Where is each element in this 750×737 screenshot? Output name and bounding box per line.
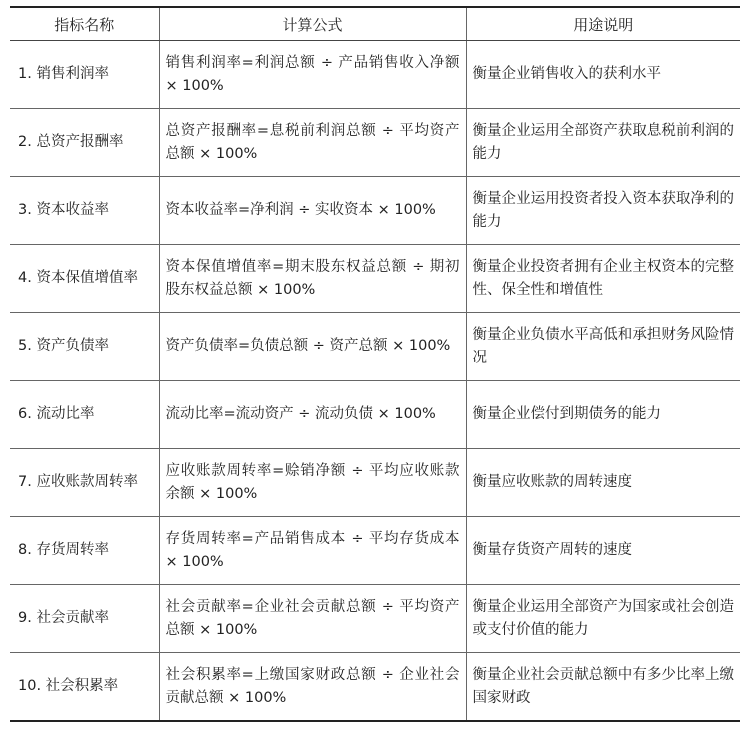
usage-cell: 衡量企业运用投资者投入资本获取净利的能力 <box>466 177 740 245</box>
usage-cell: 衡量企业运用全部资产获取息税前利润的能力 <box>466 109 740 177</box>
formula-cell: 社会贡献率=企业社会贡献总额 ÷ 平均资产总额 × 100% <box>159 585 466 653</box>
table-row <box>10 245 740 313</box>
table-row <box>10 109 740 177</box>
header-formula: 计算公式 <box>159 7 466 41</box>
table-row <box>10 449 740 517</box>
usage-cell: 衡量企业销售收入的获利水平 <box>466 41 740 109</box>
formula-cell: 存货周转率=产品销售成本 ÷ 平均存货成本 × 100% <box>159 517 466 585</box>
usage-cell: 衡量企业偿付到期债务的能力 <box>466 381 740 449</box>
formula-cell: 流动比率=流动资产 ÷ 流动负债 × 100% <box>159 381 466 449</box>
header-usage: 用途说明 <box>466 7 740 41</box>
indicator-name-cell: 9. 社会贡献率 <box>10 585 159 653</box>
table-row <box>10 313 740 381</box>
table-row <box>10 177 740 245</box>
indicator-name-cell: 8. 存货周转率 <box>10 517 159 585</box>
header-indicator-name: 指标名称 <box>10 7 159 41</box>
table-row <box>10 653 740 722</box>
indicator-name-cell: 1. 销售利润率 <box>10 41 159 109</box>
table-row <box>10 381 740 449</box>
usage-cell: 衡量企业投资者拥有企业主权资本的完整性、保全性和增值性 <box>466 245 740 313</box>
table-row <box>10 41 740 109</box>
formula-cell: 资本保值增值率=期末股东权益总额 ÷ 期初股东权益总额 × 100% <box>159 245 466 313</box>
indicator-table <box>10 6 740 722</box>
formula-cell: 应收账款周转率=赊销净额 ÷ 平均应收账款余额 × 100% <box>159 449 466 517</box>
table-header <box>10 7 740 41</box>
formula-cell: 总资产报酬率=息税前利润总额 ÷ 平均资产总额 × 100% <box>159 109 466 177</box>
indicator-name-cell: 10. 社会积累率 <box>10 653 159 722</box>
usage-cell: 衡量存货资产周转的速度 <box>466 517 740 585</box>
table-row <box>10 517 740 585</box>
table-body <box>10 41 740 722</box>
usage-cell: 衡量应收账款的周转速度 <box>466 449 740 517</box>
indicator-name-cell: 5. 资产负债率 <box>10 313 159 381</box>
table-row <box>10 585 740 653</box>
usage-cell: 衡量企业负债水平高低和承担财务风险情况 <box>466 313 740 381</box>
formula-cell: 销售利润率=利润总额 ÷ 产品销售收入净额 × 100% <box>159 41 466 109</box>
indicator-name-cell: 7. 应收账款周转率 <box>10 449 159 517</box>
indicator-table-container <box>10 6 740 722</box>
formula-cell: 资产负债率=负债总额 ÷ 资产总额 × 100% <box>159 313 466 381</box>
formula-cell: 资本收益率=净利润 ÷ 实收资本 × 100% <box>159 177 466 245</box>
indicator-name-cell: 3. 资本收益率 <box>10 177 159 245</box>
usage-cell: 衡量企业社会贡献总额中有多少比率上缴国家财政 <box>466 653 740 722</box>
indicator-name-cell: 2. 总资产报酬率 <box>10 109 159 177</box>
header-row <box>10 7 740 41</box>
indicator-name-cell: 4. 资本保值增值率 <box>10 245 159 313</box>
indicator-name-cell: 6. 流动比率 <box>10 381 159 449</box>
usage-cell: 衡量企业运用全部资产为国家或社会创造或支付价值的能力 <box>466 585 740 653</box>
formula-cell: 社会积累率=上缴国家财政总额 ÷ 企业社会贡献总额 × 100% <box>159 653 466 722</box>
